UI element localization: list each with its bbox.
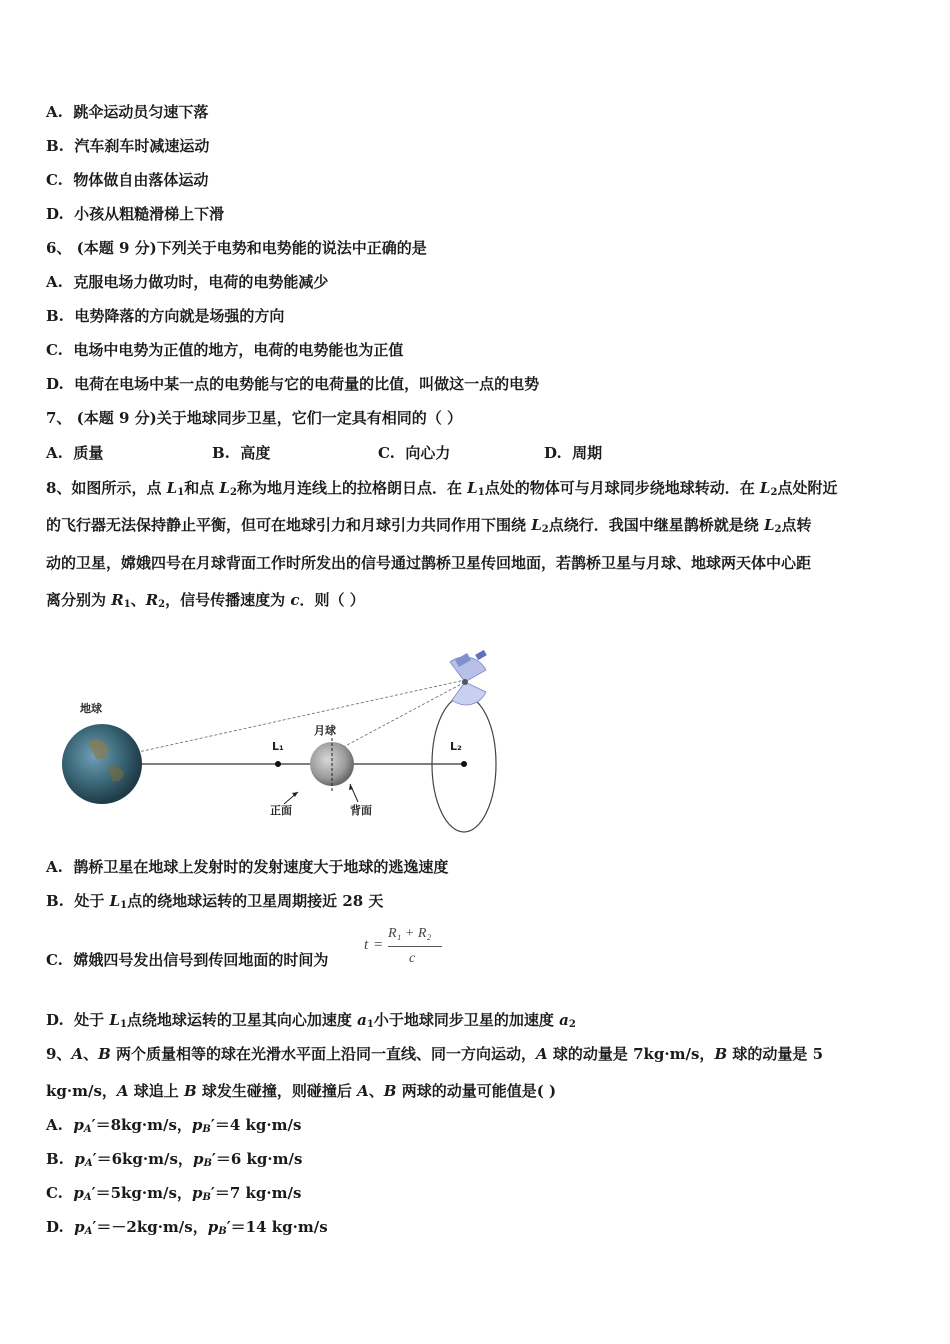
q7-option-d[interactable]: D. 周期 [544, 444, 603, 462]
q6-option-c[interactable]: C. 电场中电势为正值的地方，电荷的电势能也为正值 [46, 341, 404, 359]
relay-satellite-icon [450, 650, 487, 705]
q7-options-row [0, 443, 950, 463]
label-back: 背面 [350, 804, 372, 817]
q7-option-b[interactable]: B. 高度 [212, 444, 271, 462]
q8-stem-line4: 离分别为 $R_1$、$R_2$，信号传播速度为 c．则（ ） [46, 591, 365, 610]
q9-stem-line2: kg·m/s，A 球追上 B 球发生碰撞，则碰撞后 A、B 两球的动量可能值是( ) [46, 1082, 557, 1100]
l2-point [461, 761, 467, 767]
q9-option-c[interactable]: C. $p_A'=5kg\cdot m/s$，$p_B'=7$ kg·m/s [46, 1184, 302, 1203]
label-l1: L₁ [272, 740, 284, 753]
q5-option-a[interactable]: A. 跳伞运动员匀速下落 [46, 103, 209, 121]
q8-option-c[interactable]: C. 嫦娥四号发出信号到传回地面的时间为 [46, 951, 329, 969]
q6-option-b[interactable]: B. 电势降落的方向就是场强的方向 [46, 307, 285, 325]
q5-option-c[interactable]: C. 物体做自由落体运动 [46, 171, 209, 189]
earth-moon-lagrange-figure [58, 642, 508, 838]
q5-option-d[interactable]: D. 小孩从粗糙滑梯上下滑 [46, 205, 225, 223]
q8-option-d[interactable]: D. 处于 $L_1$点绕地球运转的卫星其向心加速度 $a_1$小于地球同步卫星的加速度 $a_2$ [46, 1011, 576, 1030]
q8-option-b[interactable]: B. 处于 $L_1$点的绕地球运转的卫星周期接近 28 天 [46, 892, 384, 911]
q7-stem: 7、 (本题 9 分)关于地球同步卫星，它们一定具有相同的（ ） [46, 409, 462, 427]
q9-option-d[interactable]: D. $p_A'=-2kg\cdot m/s$，$p_B'=14$ kg·m/s [46, 1218, 328, 1237]
q9-option-a[interactable]: A. $p_A'=8kg\cdot m/s$，$p_B'=4$ kg·m/s [46, 1116, 302, 1135]
earth-globe [62, 724, 142, 804]
q7-option-c[interactable]: C. 向心力 [378, 444, 451, 462]
q8-stem-line3: 动的卫星，嫦娥四号在月球背面工作时所发出的信号通过鹊桥卫星传回地面，若鹊桥卫星与月球、地球两天体中心距 [46, 554, 812, 572]
label-moon: 月球 [314, 724, 336, 737]
label-l2: L₂ [450, 740, 462, 753]
q6-option-d[interactable]: D. 电荷在电场中某一点的电势能与它的电荷量的比值，叫做这一点的电势 [46, 375, 540, 393]
q7-option-a[interactable]: A. 质量 [46, 444, 104, 462]
back-arrow-head [349, 784, 353, 790]
label-front: 正面 [270, 804, 292, 817]
q5-option-b[interactable]: B. 汽车刹车时减速运动 [46, 137, 210, 155]
q8-option-a[interactable]: A. 鹊桥卫星在地球上发射时的发射速度大于地球的逃逸速度 [46, 858, 449, 876]
q6-option-a[interactable]: A. 克服电场力做功时，电荷的电势能减少 [46, 273, 329, 291]
q8-stem-line2: 的飞行器无法保持静止平衡，但可在地球引力和月球引力共同作用下围绕 $L_2$点绕行．我国中继星鹊桥就是绕 $L_2$点转 [46, 516, 812, 535]
q6-stem: 6、 (本题 9 分)下列关于电势和电势能的说法中正确的是 [46, 239, 427, 257]
fraction-bar [388, 946, 442, 947]
q8-stem-line1: 8、如图所示，点 $L_1$和点 $L_2$称为地月连线上的拉格朗日点．在 $L_1$点处的物体可与月球同步绕地球转动．在 $L_2$点处附近 [46, 479, 838, 498]
l1-point [275, 761, 281, 767]
signal-moon-relay [334, 682, 465, 752]
q9-option-b[interactable]: B. $p_A'=6kg\cdot m/s$，$p_B'=6$ kg·m/s [46, 1150, 303, 1169]
label-earth: 地球 [80, 702, 102, 715]
q9-stem-line1: 9、A、B 两个质量相等的球在光滑水平面上沿同一直线、同一方向运动，A 球的动量是 7kg·m/s，B 球的动量是 5 [46, 1045, 824, 1063]
